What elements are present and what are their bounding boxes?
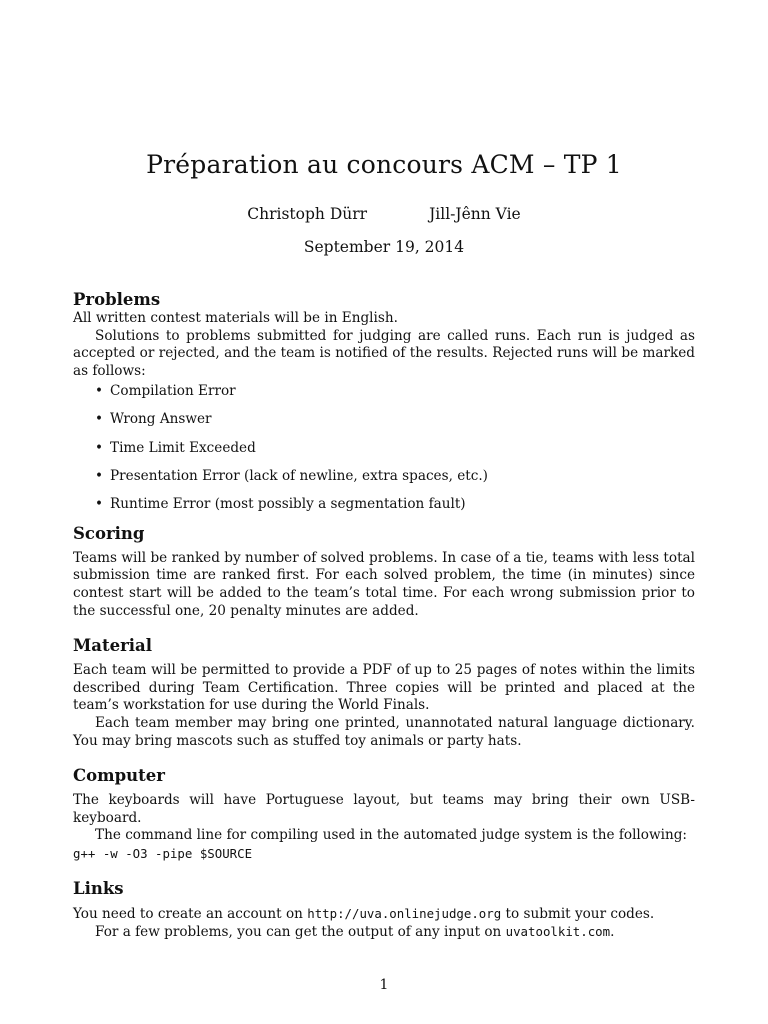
paragraph: The keyboards will have Portuguese layout, but teams may bring their own USB-keyboard. <box>73 792 695 826</box>
page-number: 1 <box>379 977 389 993</box>
document-title: Préparation au concours ACM – TP 1 <box>146 150 622 179</box>
paragraph: For a few problems, you can get the output of any input on uvatoolkit.com. <box>95 924 615 941</box>
paragraph: You need to create an account on http://uva.onlinejudge.org to submit your codes. <box>73 905 655 922</box>
list-item: • Wrong Answer <box>95 411 212 428</box>
section-material <box>73 636 695 750</box>
list-item: • Compilation Error <box>95 383 236 400</box>
compile-command: g++ -w -O3 -pipe $SOURCE <box>73 845 253 861</box>
section-scoring <box>73 524 695 620</box>
paragraph: Teams will be ranked by number of solved problems. In case of a tie, teams with less total submission time are ranked first. For each solved problem, the time (in minutes) since contest start will be added to the team’s total time. For each wrong submission prior to the successful one, 20 penalty minutes are added. <box>73 549 695 619</box>
section-computer <box>73 766 695 862</box>
list-item: • Presentation Error (lack of newline, extra spaces, etc.) <box>95 467 488 484</box>
section-heading: Scoring <box>73 523 145 543</box>
paragraph: All written contest materials will be in English. <box>73 310 398 326</box>
onlinejudge-link[interactable]: http://uva.onlinejudge.org <box>307 905 502 921</box>
author-2: Jill-Jênn Vie <box>429 205 521 223</box>
paragraph: Each team will be permitted to provide a PDF of up to 25 pages of notes within the limits described during Team Certification. Three copies will be printed and placed at the team’s workstation for use during the World Finals. <box>73 662 695 714</box>
bullet-icon: • <box>95 495 104 512</box>
section-heading: Links <box>73 878 124 898</box>
rejection-list <box>73 383 695 513</box>
list-item: • Runtime Error (most possibly a segmentation fault) <box>95 495 466 512</box>
bullet-icon: • <box>95 467 104 484</box>
bullet-icon: • <box>95 383 104 400</box>
paragraph: The command line for compiling used in the automated judge system is the following: <box>95 827 687 844</box>
bullet-icon: • <box>95 411 104 428</box>
section-links <box>73 879 695 942</box>
paragraph: Each team member may bring one printed, unannotated natural language dictionary. You may bring mascots such as stuffed toy animals or party hats. <box>73 715 695 749</box>
section-heading: Problems <box>73 290 161 309</box>
section-problems <box>73 290 695 513</box>
authors-line <box>0 205 768 223</box>
bullet-icon: • <box>95 439 104 456</box>
paragraph: Solutions to problems submitted for judging are called runs. Each run is judged as accepted or rejected, and the team is notified of the results. Rejected runs will be marked as follows: <box>73 327 695 379</box>
author-1: Christoph Dürr <box>247 205 368 223</box>
document-date: September 19, 2014 <box>303 238 465 256</box>
uvatoolkit-link[interactable]: uvatoolkit.com <box>505 924 611 940</box>
section-heading: Material <box>73 636 152 656</box>
document-body <box>73 290 695 942</box>
list-item: • Time Limit Exceeded <box>95 439 256 456</box>
section-heading: Computer <box>73 766 165 786</box>
